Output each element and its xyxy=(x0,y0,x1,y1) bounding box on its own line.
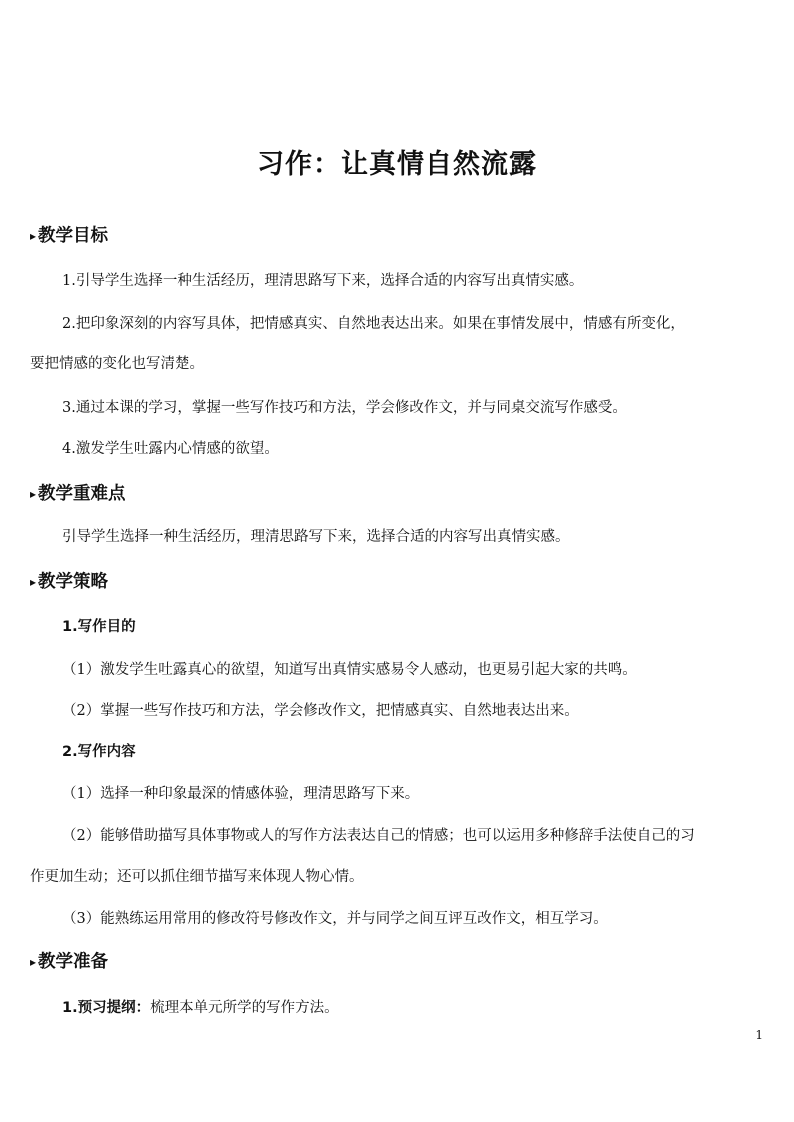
page-number: 1 xyxy=(755,1028,763,1042)
section-heading-keypoints: ▸ 教学重难点 xyxy=(30,484,126,504)
goal-item-2: 2.把印象深刻的内容写具体，把情感真实、自然地表达出来。如果在事情发展中，情感有所变化， xyxy=(62,316,685,332)
subheading-writing-purpose: 1.写作目的 xyxy=(62,619,136,635)
preparation-item-text: 梳理本单元所学的写作方法。 xyxy=(150,1000,339,1016)
section-marker-icon: ▸ xyxy=(30,487,37,501)
goal-item-1: 1.引导学生选择一种生活经历，理清思路写下来，选择合适的内容写出真情实感。 xyxy=(62,273,584,289)
goal-item-4: 4.激发学生吐露内心情感的欲望。 xyxy=(62,441,279,457)
section-heading-preparation: ▸ 教学准备 xyxy=(30,952,109,972)
goal-item-2-continued: 要把情感的变化也写清楚。 xyxy=(30,356,204,372)
content-item-1: （1）选择一种印象最深的情感体验，理清思路写下来。 xyxy=(62,786,420,802)
section-heading-goals: ▸ 教学目标 xyxy=(30,226,109,246)
preparation-item-1 xyxy=(62,996,772,1017)
content-item-3: （3）能熟练运用常用的修改符号修改作文，并与同学之间互评互改作文，相互学习。 xyxy=(62,911,608,927)
subheading-writing-content: 2.写作内容 xyxy=(62,744,136,760)
section-marker-icon: ▸ xyxy=(30,955,37,969)
goal-item-3: 3.通过本课的学习，掌握一些写作技巧和方法，学会修改作文，并与同桌交流写作感受。 xyxy=(62,400,627,416)
section-heading-strategy: ▸ 教学策略 xyxy=(30,572,109,592)
content-item-2: （2）能够借助描写具体事物或人的写作方法表达自己的情感；也可以运用多种修辞手法使自己的习 xyxy=(62,828,695,844)
page-title: 习作：让真情自然流露 xyxy=(257,149,537,180)
section-marker-icon: ▸ xyxy=(30,575,37,589)
keypoints-text: 引导学生选择一种生活经历，理清思路写下来，选择合适的内容写出真情实感。 xyxy=(62,529,570,545)
preparation-item-label: 1.预习提纲： xyxy=(62,1000,151,1016)
section-marker-icon: ▸ xyxy=(30,229,37,243)
purpose-item-1: （1）激发学生吐露真心的欲望，知道写出真情实感易令人感动，也更易引起大家的共鸣。 xyxy=(62,662,637,678)
purpose-item-2: （2）掌握一些写作技巧和方法，学会修改作文，把情感真实、自然地表达出来。 xyxy=(62,703,579,719)
content-item-2-continued: 作更加生动；还可以抓住细节描写来体现人物心情。 xyxy=(30,869,364,885)
